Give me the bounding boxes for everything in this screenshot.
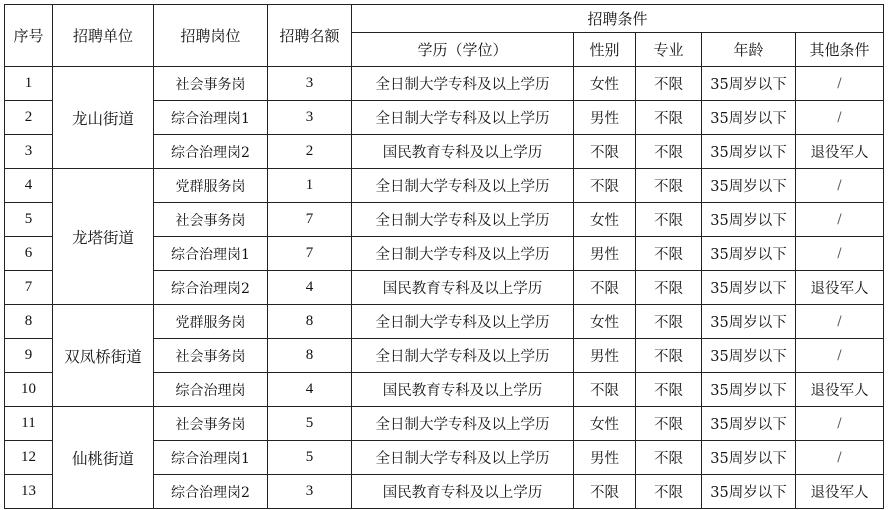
cell-seq: 6	[5, 237, 53, 271]
cell-quota: 5	[268, 441, 352, 475]
cell-post: 社会事务岗	[154, 339, 268, 373]
cell-post: 综合治理岗1	[154, 441, 268, 475]
cell-age: 35周岁以下	[702, 203, 796, 237]
cell-major: 不限	[636, 407, 702, 441]
cell-post: 综合治理岗1	[154, 101, 268, 135]
cell-quota: 4	[268, 373, 352, 407]
table-row	[5, 169, 884, 203]
cell-major: 不限	[636, 237, 702, 271]
cell-quota: 8	[268, 305, 352, 339]
cell-seq: 13	[5, 475, 53, 509]
cell-unit: 仙桃街道	[53, 407, 154, 509]
table-body	[5, 67, 884, 509]
header-post: 招聘岗位	[154, 5, 268, 67]
table-row	[5, 305, 884, 339]
cell-seq: 5	[5, 203, 53, 237]
cell-gender: 女性	[574, 67, 636, 101]
cell-other: /	[796, 101, 884, 135]
header-unit: 招聘单位	[53, 5, 154, 67]
cell-seq: 1	[5, 67, 53, 101]
cell-major: 不限	[636, 305, 702, 339]
cell-major: 不限	[636, 169, 702, 203]
cell-education: 国民教育专科及以上学历	[352, 373, 574, 407]
cell-age: 35周岁以下	[702, 67, 796, 101]
cell-quota: 3	[268, 67, 352, 101]
header-gender: 性别	[574, 33, 636, 67]
cell-seq: 2	[5, 101, 53, 135]
cell-education: 全日制大学专科及以上学历	[352, 305, 574, 339]
table-row	[5, 67, 884, 101]
cell-unit: 双凤桥街道	[53, 305, 154, 407]
cell-seq: 7	[5, 271, 53, 305]
table-row	[5, 407, 884, 441]
cell-gender: 不限	[574, 271, 636, 305]
cell-gender: 女性	[574, 203, 636, 237]
cell-education: 全日制大学专科及以上学历	[352, 67, 574, 101]
cell-education: 全日制大学专科及以上学历	[352, 169, 574, 203]
cell-quota: 1	[268, 169, 352, 203]
cell-seq: 10	[5, 373, 53, 407]
cell-major: 不限	[636, 475, 702, 509]
cell-other: /	[796, 67, 884, 101]
cell-education: 全日制大学专科及以上学历	[352, 339, 574, 373]
cell-major: 不限	[636, 271, 702, 305]
cell-unit: 龙山街道	[53, 67, 154, 169]
cell-age: 35周岁以下	[702, 407, 796, 441]
cell-post: 综合治理岗2	[154, 135, 268, 169]
cell-seq: 12	[5, 441, 53, 475]
cell-gender: 女性	[574, 305, 636, 339]
cell-major: 不限	[636, 101, 702, 135]
cell-education: 全日制大学专科及以上学历	[352, 203, 574, 237]
cell-education: 国民教育专科及以上学历	[352, 135, 574, 169]
cell-seq: 9	[5, 339, 53, 373]
cell-seq: 11	[5, 407, 53, 441]
cell-major: 不限	[636, 339, 702, 373]
cell-age: 35周岁以下	[702, 441, 796, 475]
cell-education: 全日制大学专科及以上学历	[352, 441, 574, 475]
cell-seq: 4	[5, 169, 53, 203]
cell-quota: 3	[268, 475, 352, 509]
cell-major: 不限	[636, 67, 702, 101]
cell-major: 不限	[636, 373, 702, 407]
header-other: 其他条件	[796, 33, 884, 67]
header-conditions: 招聘条件	[352, 5, 884, 33]
table-header	[5, 5, 884, 67]
cell-gender: 男性	[574, 237, 636, 271]
cell-education: 国民教育专科及以上学历	[352, 475, 574, 509]
cell-quota: 7	[268, 203, 352, 237]
cell-post: 综合治理岗2	[154, 475, 268, 509]
cell-age: 35周岁以下	[702, 271, 796, 305]
cell-post: 党群服务岗	[154, 169, 268, 203]
cell-quota: 4	[268, 271, 352, 305]
cell-age: 35周岁以下	[702, 305, 796, 339]
cell-age: 35周岁以下	[702, 135, 796, 169]
cell-quota: 3	[268, 101, 352, 135]
cell-age: 35周岁以下	[702, 339, 796, 373]
header-education: 学历（学位）	[352, 33, 574, 67]
cell-quota: 5	[268, 407, 352, 441]
cell-seq: 8	[5, 305, 53, 339]
cell-education: 全日制大学专科及以上学历	[352, 237, 574, 271]
cell-other: 退役军人	[796, 271, 884, 305]
cell-quota: 7	[268, 237, 352, 271]
cell-other: 退役军人	[796, 475, 884, 509]
cell-age: 35周岁以下	[702, 169, 796, 203]
cell-gender: 不限	[574, 373, 636, 407]
header-seq: 序号	[5, 5, 53, 67]
cell-post: 社会事务岗	[154, 407, 268, 441]
cell-other: 退役军人	[796, 373, 884, 407]
header-major: 专业	[636, 33, 702, 67]
cell-other: /	[796, 339, 884, 373]
cell-major: 不限	[636, 135, 702, 169]
cell-age: 35周岁以下	[702, 101, 796, 135]
cell-other: 退役军人	[796, 135, 884, 169]
cell-post: 党群服务岗	[154, 305, 268, 339]
cell-other: /	[796, 441, 884, 475]
cell-gender: 男性	[574, 101, 636, 135]
cell-unit: 龙塔街道	[53, 169, 154, 305]
cell-education: 全日制大学专科及以上学历	[352, 407, 574, 441]
cell-age: 35周岁以下	[702, 475, 796, 509]
cell-quota: 2	[268, 135, 352, 169]
cell-major: 不限	[636, 203, 702, 237]
cell-post: 综合治理岗	[154, 373, 268, 407]
header-quota: 招聘名额	[268, 5, 352, 67]
cell-gender: 女性	[574, 407, 636, 441]
cell-seq: 3	[5, 135, 53, 169]
cell-post: 综合治理岗2	[154, 271, 268, 305]
cell-major: 不限	[636, 441, 702, 475]
cell-education: 全日制大学专科及以上学历	[352, 101, 574, 135]
cell-gender: 男性	[574, 339, 636, 373]
cell-education: 国民教育专科及以上学历	[352, 271, 574, 305]
cell-gender: 不限	[574, 169, 636, 203]
cell-other: /	[796, 305, 884, 339]
header-age: 年龄	[702, 33, 796, 67]
cell-age: 35周岁以下	[702, 373, 796, 407]
cell-other: /	[796, 169, 884, 203]
cell-quota: 8	[268, 339, 352, 373]
cell-age: 35周岁以下	[702, 237, 796, 271]
cell-other: /	[796, 237, 884, 271]
cell-other: /	[796, 203, 884, 237]
cell-post: 综合治理岗1	[154, 237, 268, 271]
cell-other: /	[796, 407, 884, 441]
cell-post: 社会事务岗	[154, 67, 268, 101]
cell-gender: 不限	[574, 475, 636, 509]
recruitment-table	[4, 4, 884, 509]
cell-gender: 不限	[574, 135, 636, 169]
cell-gender: 男性	[574, 441, 636, 475]
cell-post: 社会事务岗	[154, 203, 268, 237]
